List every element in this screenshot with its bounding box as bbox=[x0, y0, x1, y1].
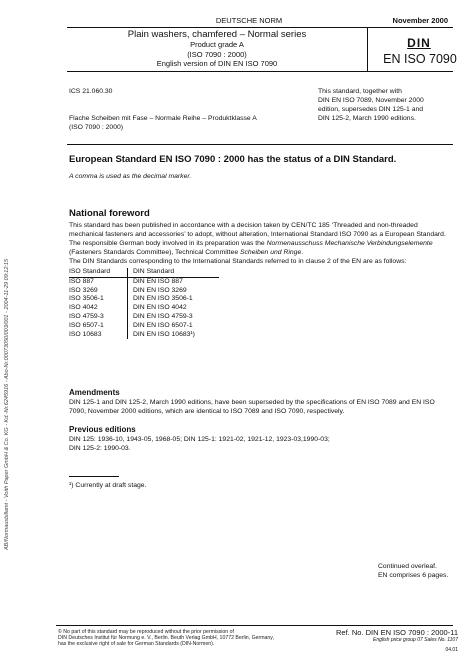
table-cell: DIN EN ISO 887 bbox=[133, 277, 183, 285]
table-cell: DIN EN ISO 10683¹) bbox=[133, 330, 195, 338]
national-foreword-heading: National foreword bbox=[69, 208, 150, 219]
amendments-text: DIN 125-1 and DIN 125-2, March 1990 editions, have been superseded by the specifications of EN ISO 7089 and EN ISO 7090, November 2000 editions, which are identical to ISO 7089 and ISO 7090, respectively. bbox=[69, 399, 435, 415]
title-grade: Product grade A bbox=[190, 40, 244, 49]
supersedes-line: This standard, together with bbox=[318, 88, 402, 95]
header-rule bbox=[67, 27, 453, 28]
table-row bbox=[69, 295, 219, 304]
status-heading: European Standard EN ISO 7090 : 2000 has the status of a DIN Standard. bbox=[69, 154, 397, 165]
table-row bbox=[69, 313, 219, 322]
title-iso: (ISO 7090 : 2000) bbox=[187, 49, 247, 59]
table-row bbox=[69, 304, 219, 313]
title-divider bbox=[367, 27, 368, 71]
din-logo: DIN bbox=[407, 36, 431, 50]
table-cell: ISO 6507-1 bbox=[69, 322, 128, 331]
table-cell: DIN EN ISO 6507-1 bbox=[133, 321, 193, 329]
table-cell: ISO 3506-1 bbox=[69, 295, 128, 304]
continuation-note bbox=[378, 562, 458, 580]
footnote: ¹) Currently at draft stage. bbox=[69, 482, 147, 489]
supersedes-line: edition, supersedes DIN 125-1 and bbox=[318, 106, 424, 113]
title-block bbox=[67, 29, 367, 69]
page-count: EN comprises 6 pages. bbox=[378, 572, 449, 579]
copyright-notice bbox=[58, 629, 318, 647]
table-cell: ISO 10683 bbox=[69, 331, 128, 340]
table-cell: ISO 4042 bbox=[69, 304, 128, 313]
reference-block bbox=[336, 628, 458, 653]
foreword-paragraph-2 bbox=[69, 239, 453, 257]
committee-name: Normenausschuss Mechanische Verbindungselemente bbox=[266, 240, 433, 247]
header-date: November 2000 bbox=[392, 16, 448, 25]
table-header: ISO Standard bbox=[69, 268, 128, 277]
supersedes-line: DIN 125-2, March 1990 editions. bbox=[318, 115, 416, 122]
national-foreword bbox=[69, 209, 453, 339]
comma-note: A comma is used as the decimal marker. bbox=[69, 173, 192, 180]
section-rule bbox=[67, 144, 453, 145]
table-row bbox=[69, 287, 219, 296]
german-title bbox=[69, 114, 257, 132]
edition-code: 04.01 bbox=[445, 647, 458, 653]
side-margin-text bbox=[2, 200, 14, 560]
ics-code: ICS 21.060.30 bbox=[69, 88, 113, 95]
table-header-row bbox=[69, 268, 219, 277]
status-section bbox=[69, 155, 453, 181]
amendments-section bbox=[69, 388, 453, 416]
table-row bbox=[69, 322, 219, 331]
supersedes-note bbox=[318, 87, 458, 123]
page-header bbox=[46, 16, 452, 26]
price-group: English price group 07 Sales No. 1107 bbox=[373, 637, 458, 643]
title-english-version: English version of DIN EN ISO 7090 bbox=[156, 59, 278, 68]
supersedes-line: DIN EN ISO 7089, November 2000 bbox=[318, 97, 424, 104]
previous-editions-section bbox=[69, 425, 453, 453]
foreword-paragraph-1: This standard has been published in accordance with a decision taken by CEN/TC 185 ‘Threaded and non-threaded mechanical fasteners and accessories’ to adopt, without alteration, International Standard ISO 7090 as a European Standard. bbox=[69, 222, 446, 238]
table-cell: ISO 4759-3 bbox=[69, 313, 128, 322]
previous-editions-line: DIN 125: 1936-10, 1943-05, 1968-05; DIN 125-1: 1921-02, 1921-12, 1923-03,1990-03; bbox=[69, 436, 330, 443]
table-header: DIN Standard bbox=[133, 268, 175, 275]
table-row bbox=[69, 278, 219, 287]
tc-name: Scheiben und Ringe bbox=[240, 249, 302, 256]
copyright-line: DIN Deutsches Institut für Normung e. V., Berlin. Beuth Verlag GmbH, 10772 Berlin, Germany, bbox=[58, 635, 274, 641]
table-cell: ISO 3269 bbox=[69, 287, 128, 296]
german-title-line: Flache Scheiben mit Fase – Normale Reihe – Produktklasse A bbox=[69, 115, 257, 122]
standard-number: EN ISO 7090 bbox=[383, 52, 457, 66]
title-bottom-rule bbox=[67, 71, 453, 72]
continued-overleaf: Continued overleaf. bbox=[378, 563, 437, 570]
foreword-paragraph-3: The DIN Standards corresponding to the International Standards referred to in clause 2 of the EN are as follows: bbox=[69, 258, 407, 265]
copyright-line: © No part of this standard may be reproduced without the prior permission of bbox=[58, 629, 234, 635]
table-cell: DIN EN ISO 4759-3 bbox=[133, 312, 193, 320]
correspondence-table bbox=[69, 268, 219, 339]
foreword-text: The responsible German body involved in its preparation was the bbox=[69, 240, 267, 247]
copyright-line: has the exclusive right of sale for German Standards (DIN-Normen). bbox=[58, 641, 215, 647]
table-cell: DIN EN ISO 3269 bbox=[133, 286, 187, 294]
table-cell: DIN EN ISO 3506-1 bbox=[133, 295, 193, 303]
footer-rule bbox=[56, 625, 453, 626]
amendments-heading: Amendments bbox=[69, 388, 120, 397]
header-title: DEUTSCHE NORM bbox=[215, 16, 283, 25]
side-text: AB/Normausbillamt - Voith Paper GmbH & Co. KG - Kd.-Nr.6245916 - Abo-Nr.00073050/003/001 - 2004-11-29 09:12:15 bbox=[4, 258, 10, 550]
foreword-text: . bbox=[301, 249, 304, 256]
previous-editions-heading: Previous editions bbox=[69, 425, 136, 434]
table-cell: DIN EN ISO 4042 bbox=[133, 304, 187, 312]
title-main: Plain washers, chamfered – Normal series bbox=[127, 29, 307, 40]
reference-number: Ref. No. DIN EN ISO 7090 : 2000-11 bbox=[335, 628, 458, 637]
table-cell: ISO 887 bbox=[69, 278, 128, 287]
table-row bbox=[69, 331, 219, 340]
footnote-rule bbox=[69, 476, 119, 477]
previous-editions-line: DIN 125-2: 1990-03. bbox=[69, 445, 131, 452]
foreword-text: (Fasteners Standards Committee), Technical Committee bbox=[69, 249, 240, 256]
german-title-line: (ISO 7090 : 2000) bbox=[69, 124, 124, 131]
